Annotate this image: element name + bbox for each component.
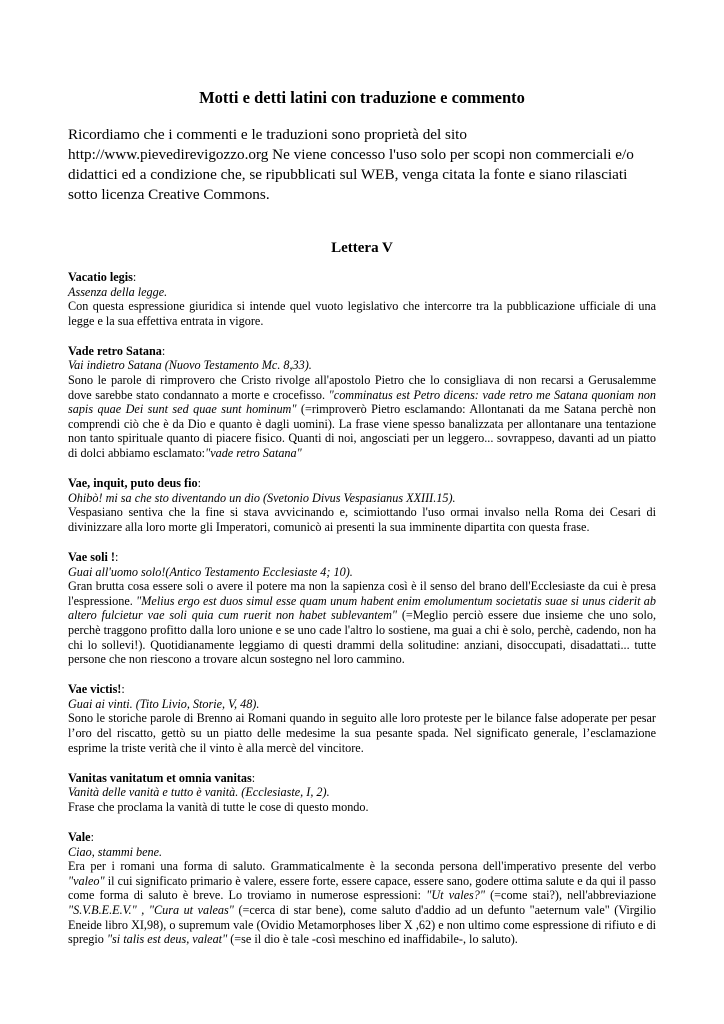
entry [68, 550, 656, 667]
commentary-text: il cui significato primario è valere, essere forte, essere capace, essere sano, godere ottima salute e da qui il passo come forma di saluto è breve. Lo troviamo in numerose espressioni: [68, 873, 656, 903]
italian-translation: Vai indietro Satana (Nuovo Testamento Mc. 8,33). [68, 358, 312, 373]
latin-quote: "S.V.B.E.E.V." [68, 902, 137, 917]
entry [68, 830, 656, 947]
commentary-text: Frase che proclama la vanità di tutte le cose di questo mondo. [68, 799, 369, 814]
entry [68, 771, 656, 815]
italian-translation: Assenza della legge. [68, 284, 168, 299]
italian-translation: Ohibò! mi sa che sto diventando un dio (Svetonio Divus Vespasianus XXIII.15). [68, 490, 456, 505]
commentary-text: Era per i romani una forma di saluto. Grammaticalmente è la seconda persona dell'imperativo presente del verbo [68, 859, 656, 874]
commentary [68, 711, 656, 755]
latin-quote: "Ut vales?" [426, 888, 485, 903]
motto-colon: : [90, 830, 94, 844]
entry-heading [68, 830, 656, 845]
italian-translation: Ciao, stammi bene. [68, 844, 163, 859]
commentary-text: Sono le parole di rimprovero che Cristo rivolge all'apostolo Pietro che lo consigliava di non recarsi a Gerusalemme dove sarebbe stato condannato a morte e crocefisso. [68, 373, 656, 402]
latin-quote: "comminatus est Petro dicens: vade retro me Satana quoniam non sapis quae Dei sunt sed quae sunt hominum" [68, 387, 656, 417]
entry [68, 476, 656, 534]
motto-colon: : [161, 343, 166, 358]
entries-list [68, 270, 656, 947]
motto-colon: : [251, 770, 256, 785]
entry [68, 344, 656, 461]
motto-colon: : [132, 270, 137, 284]
latin-motto: Vae, inquit, puto deus fio [68, 476, 198, 491]
entry-heading [68, 270, 656, 285]
latin-quote: "valeo" [68, 873, 105, 888]
latin-motto: Vanitas vanitatum et omnia vanitas [68, 770, 252, 785]
motto-colon: : [114, 550, 119, 564]
commentary [68, 859, 656, 947]
commentary-text: , [136, 902, 149, 917]
italian-translation: Guai all'uomo solo!(Antico Testamento Ecclesiaste 4; 10). [68, 564, 353, 579]
commentary [68, 299, 656, 328]
commentary-text: Vespasiano sentiva che la fine si stava avvicinando e, scimiottando l'uso ormai invalso nella Roma dei Cesari di divinizzare alla loro morte gli Imperatori, comunicò ai presenti la sua imminente dipartita con questa frase. [68, 505, 656, 534]
motto-colon: : [121, 682, 125, 697]
latin-motto: Vae victis! [68, 682, 122, 697]
latin-motto: Vade retro Satana [68, 343, 162, 358]
latin-motto: Vae soli ! [68, 550, 115, 564]
entry-heading [68, 682, 656, 697]
commentary [68, 579, 656, 667]
latin-motto: Vale [68, 830, 91, 844]
latin-quote: "Melius ergo est duos simul esse quam unum habent enim emolumentum societatis suae si unus ciderit ab altero fulcietur vae soli quia cum ruerit non habet sublevantem" [68, 593, 656, 623]
commentary-text: Con questa espressione giuridica si intende quel vuoto legislativo che intercorre tra la pubblicazione ufficiale di una legge e la sua effettiva entrata in vigore. [68, 299, 656, 328]
commentary-text: Gran brutta cosa essere soli o avere il potere ma non la sapienza così è il senso del brano dell'Ecclesiaste da cui è presa l'espressione. [68, 579, 656, 608]
italian-translation: Guai ai vinti. (Tito Livio, Storie, V, 48). [68, 696, 260, 711]
entry [68, 270, 656, 328]
latin-motto: Vacatio legis [68, 270, 133, 284]
latin-quote: "si talis est deus, valeat" [106, 932, 228, 947]
commentary-text: (=se il dio è tale -così meschino ed inaffidabile-, lo saluto). [227, 932, 518, 947]
commentary-text: (=come stai?), nell'abbreviazione [484, 888, 656, 903]
commentary-text: Sono le storiche parole di Brenno ai Romani quando in seguito alle loro proteste per le bilance false adoperate per pesar l’oro del riscatto, gettò su un piatto delle medesime la sua pesante spada. Nel significato generale, l’esclamazione esprime la triste verità che il vinto è alla mercè del vincitore. [68, 711, 656, 755]
motto-colon: : [197, 476, 201, 491]
commentary-text: (=Meglio perciò essere due insieme che uno solo, perchè traggono profitto dalla loro unione e se uno cade l'altro lo sostiene, ma guai a chi è solo, perchè, cadendo, non ha chi lo sollevi!). Quotidianamente leggiamo di questi drammi della solitudine: anziani, disoccupati, disadattati... tutte persone che non riescono a trovare alcun sostegno nel loro cammino. [68, 608, 656, 667]
entry [68, 682, 656, 755]
document-page [68, 88, 656, 962]
latin-quote: "vade retro Satana" [205, 446, 302, 461]
entry-heading [68, 771, 656, 786]
entry-heading [68, 550, 656, 565]
copyright-notice: Ricordiamo che i commenti e le traduzioni sono proprietà del sito http://www.pievedirevigozzo.org Ne viene concesso l'uso solo per scopi non commerciali e/o didattici ed a condizione che, se ripubblicati sul WEB, venga citata la fonte e siano rilasciati sotto licenza Creative Commons. [68, 126, 634, 203]
document-title: Motti e detti latini con traduzione e commento [199, 88, 525, 107]
commentary [68, 505, 656, 534]
commentary [68, 800, 656, 815]
entry-heading [68, 476, 656, 491]
entry-heading [68, 344, 656, 359]
italian-translation: Vanità delle vanità e tutto è vanità. (Ecclesiaste, I, 2). [68, 785, 330, 800]
letter-heading: Lettera V [331, 240, 393, 256]
commentary [68, 373, 656, 461]
commentary-text: (=rimproverò Pietro esclamando: Allontanati da me Satana perchè non comprendi ciò che è da Dio e quanto è dagli uomini). La frase viene spesso banalizzata per allontanare una tentazione non tanto spirituale quanto di piacere fisico. Quanti di noi, angosciati per un leggero... sovrappeso, davanti ad un piatto di dolci abbiamo esclamato: [68, 402, 656, 461]
commentary-text: (=cerca di star bene), come saluto d'addio ad un defunto "aeternum vale" (Virgilio Eneide libro XI,98), o supremum vale (Ovidio Metamorphoses liber X ,62) e non ultimo come espressione di rifiuto e di spregio [68, 902, 656, 947]
latin-quote: "Cura ut valeas" [148, 902, 234, 917]
